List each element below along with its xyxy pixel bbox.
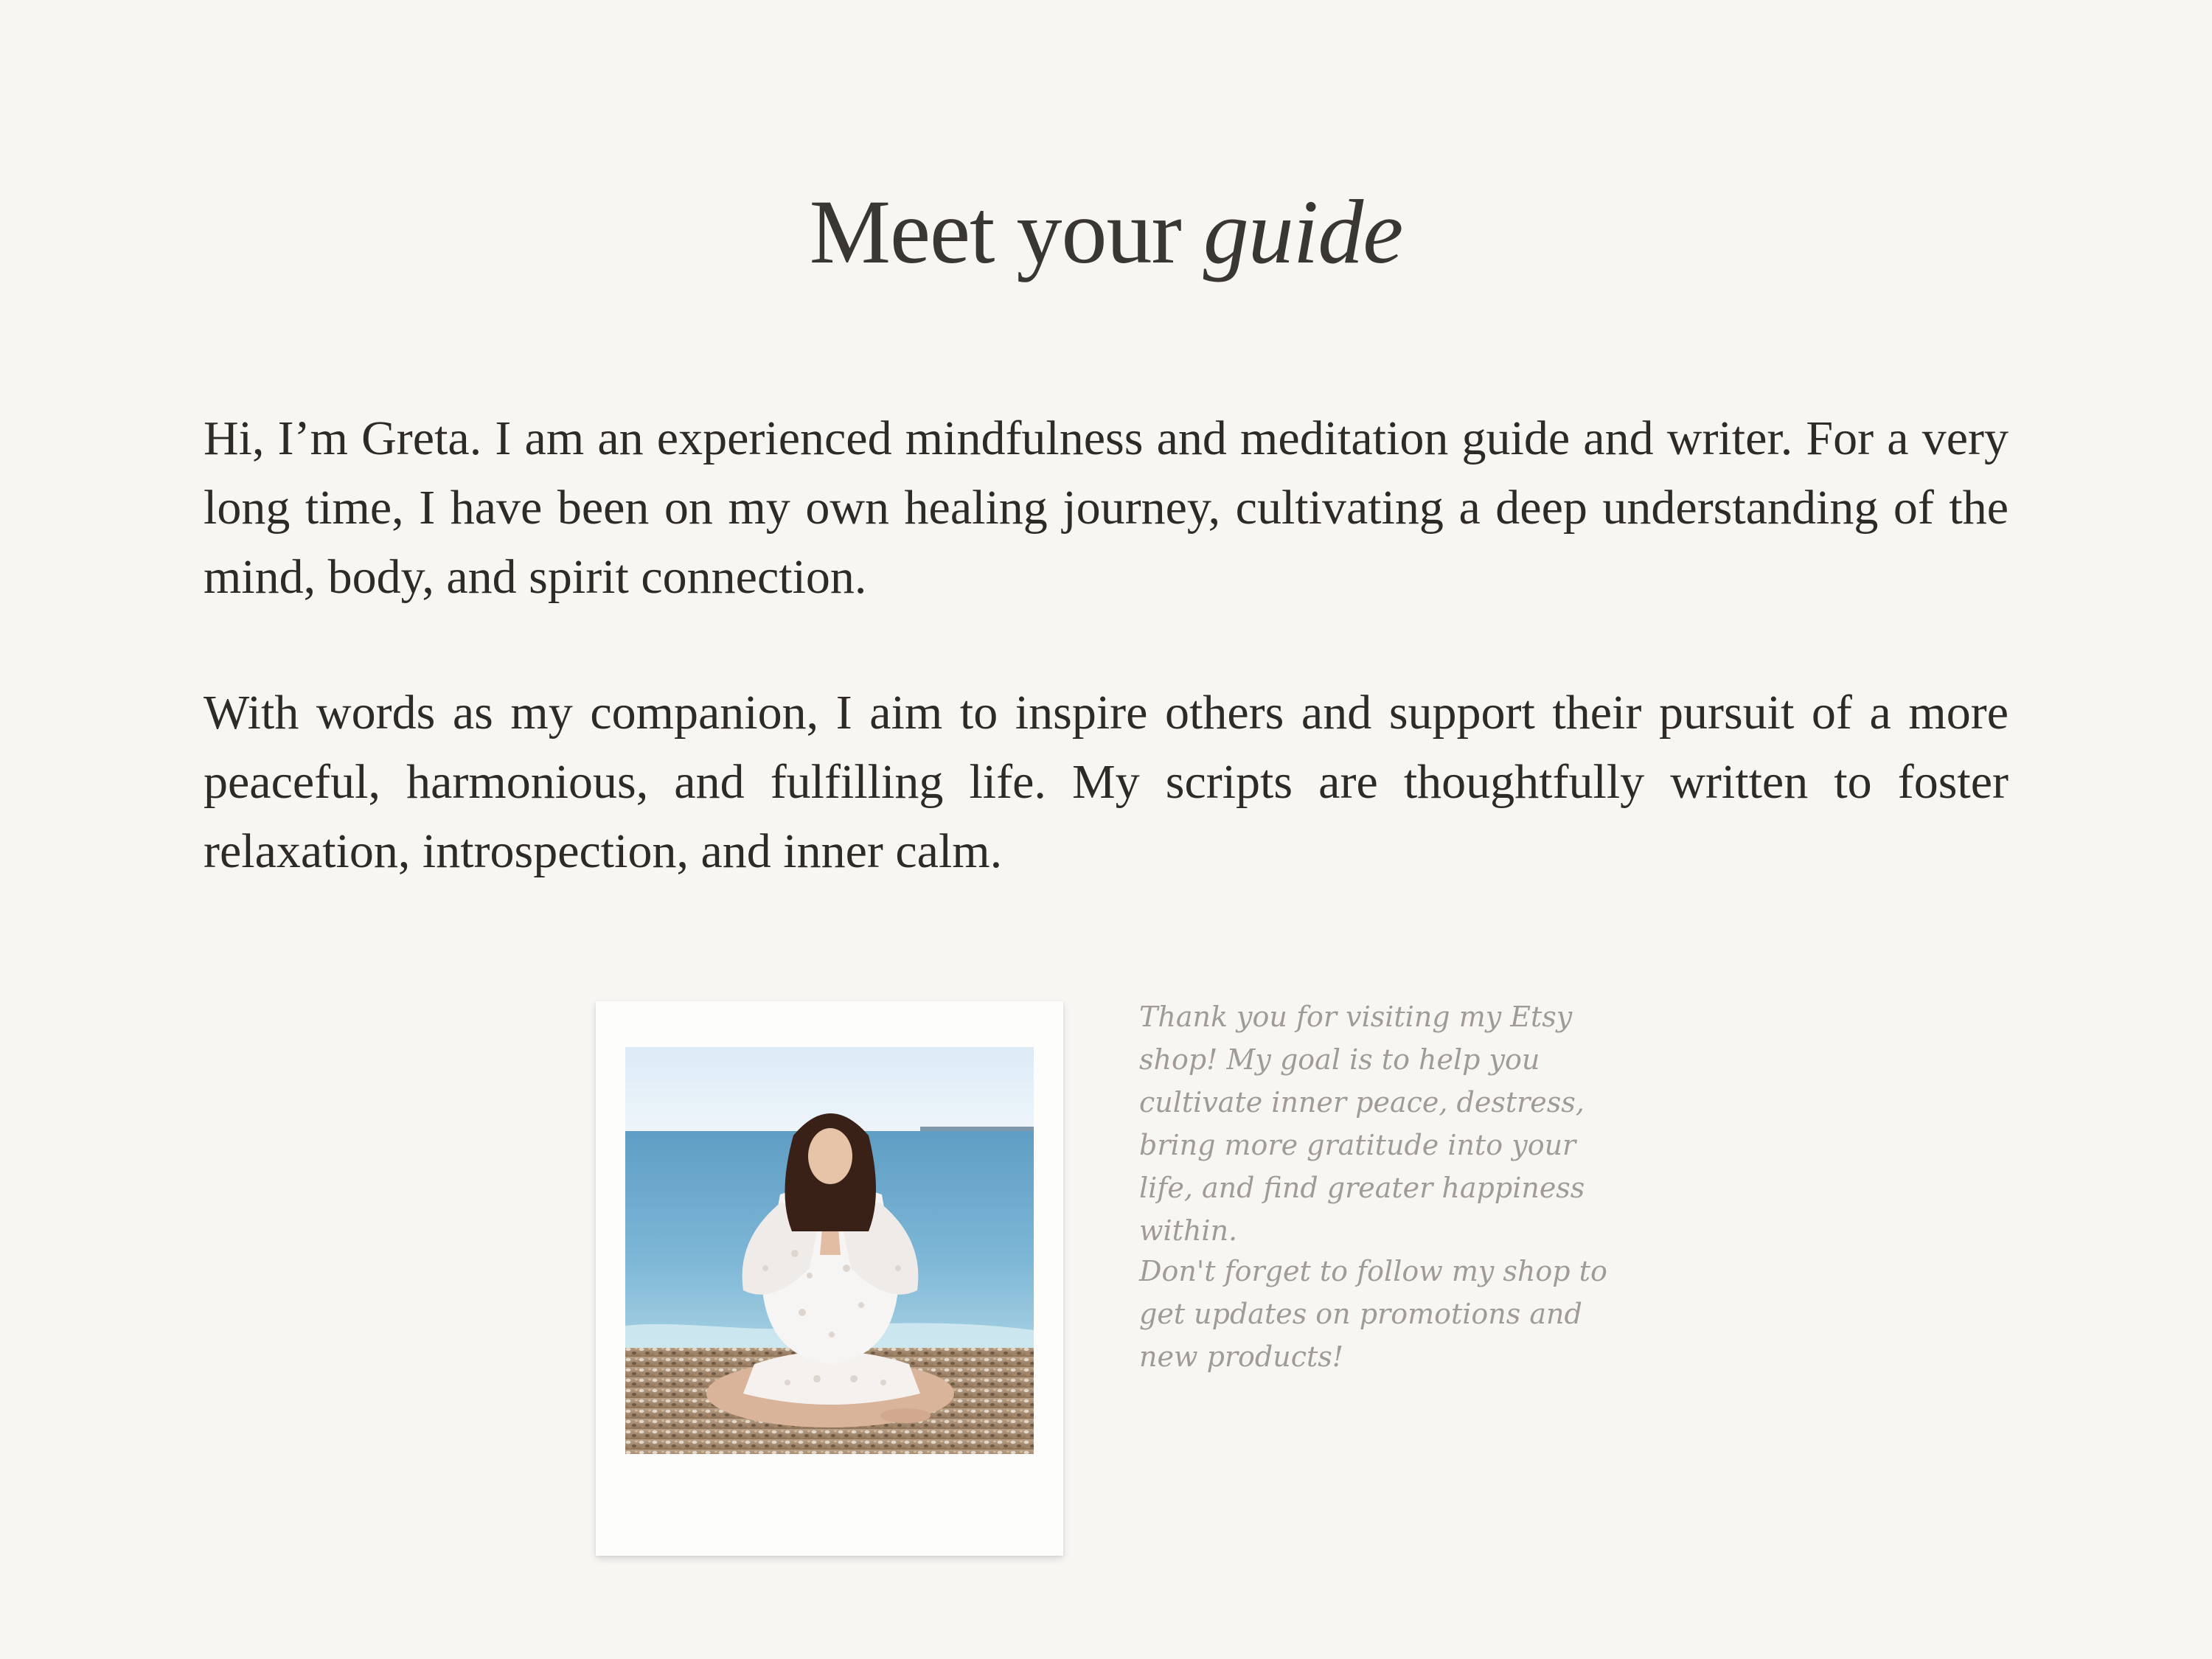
page-title (0, 177, 2212, 288)
shop-welcome-note: Thank you for visiting my Etsy shop! My goal is to help you cultivate inner peace, destress, bring more gratitude into your life, and find greater happiness within. (1139, 1001, 1585, 1247)
intro-paragraph-1: Hi, I’m Greta. I am an experienced mindfulness and meditation guide and writer. For a very long time, I have been on my own healing journey, cultivating a deep understanding of the mind, body, and spirit connection. (204, 411, 2008, 604)
page-title-main: Meet your (809, 181, 1203, 282)
shop-follow-note: Don't forget to follow my shop to get updates on promotions and new products! (1139, 1255, 1607, 1373)
polaroid-photo-frame (596, 1001, 1063, 1556)
meditating-woman-beach-image (625, 1047, 1034, 1454)
page-title-accent: guide (1203, 181, 1403, 282)
intro-paragraph-2: With words as my companion, I aim to inspire others and support their pursuit of a more peaceful, harmonious, and fulfilling life. My scripts are thoughtfully written to foster relaxation, introspection, and inner calm. (204, 686, 2008, 878)
guide-photo (625, 1047, 1034, 1454)
